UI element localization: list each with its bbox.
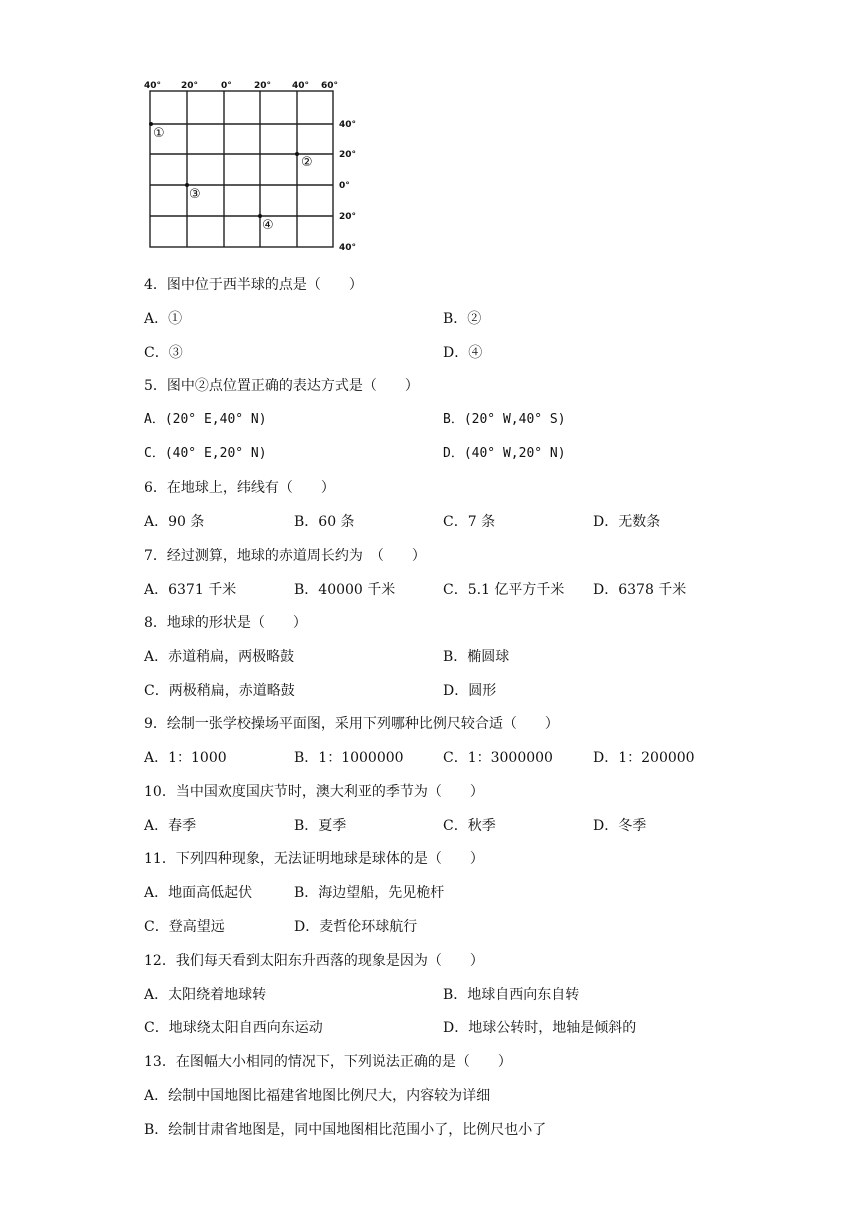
question-9-option-a[interactable]: A．1：1000 <box>144 750 227 766</box>
question-12-option-c[interactable]: C．地球绕太阳自西向东运动 <box>144 1020 323 1036</box>
question-6-option-d[interactable]: D．无数条 <box>593 514 661 530</box>
point-2-dot <box>295 152 299 156</box>
question-4-option-d[interactable]: D．④ <box>443 345 483 361</box>
right-label-20s: 20° <box>339 212 357 222</box>
question-5-option-b[interactable]: B．(20° W,40° S) <box>443 412 566 427</box>
question-4-option-b[interactable]: B．② <box>443 311 482 327</box>
question-11-option-b[interactable]: B．海边望船，先见桅杆 <box>294 885 445 901</box>
question-4-option-c[interactable]: C．③ <box>144 345 183 361</box>
question-8-option-a[interactable]: A．赤道稍扁，两极略鼓 <box>144 649 295 665</box>
right-label-40s: 40° <box>339 243 357 253</box>
top-label-20w: 20° <box>181 81 199 91</box>
question-11-option-c[interactable]: C．登高望远 <box>144 919 225 935</box>
question-7-stem: 7．经过测算，地球的赤道周长约为 （ ） <box>144 548 426 564</box>
question-8-stem: 8．地球的形状是（ ） <box>144 615 307 631</box>
top-label-0: 0° <box>221 81 232 91</box>
top-label-40w: 40° <box>144 81 162 91</box>
point-4-label: ④ <box>262 218 274 233</box>
question-12-option-a[interactable]: A．太阳绕着地球转 <box>144 987 267 1003</box>
right-label-40n: 40° <box>339 120 357 130</box>
question-12-stem: 12．我们每天看到太阳东升西落的现象是因为（ ） <box>144 953 484 969</box>
question-13-stem: 13．在图幅大小相同的情况下，下列说法正确的是（ ） <box>144 1054 512 1070</box>
question-10-option-c[interactable]: C．秋季 <box>443 818 496 834</box>
question-13-option-a[interactable]: A．绘制中国地图比福建省地图比例尺大，内容较为详细 <box>144 1088 491 1104</box>
question-11-option-a[interactable]: A．地面高低起伏 <box>144 885 253 901</box>
question-12-option-d[interactable]: D．地球公转时，地轴是倾斜的 <box>443 1020 637 1036</box>
question-4-option-a[interactable]: A．① <box>144 311 183 327</box>
point-1-label: ① <box>153 126 165 141</box>
question-9-stem: 9．绘制一张学校操场平面图，采用下列哪种比例尺较合适（ ） <box>144 716 559 732</box>
question-5-option-c[interactable]: C．(40° E,20° N) <box>144 446 267 461</box>
right-label-20n: 20° <box>339 150 357 160</box>
top-label-20e: 20° <box>254 81 272 91</box>
question-7-option-c[interactable]: C．5.1 亿平方千米 <box>443 582 565 598</box>
question-4-stem: 4．图中位于西半球的点是（ ） <box>144 277 363 293</box>
question-8-option-c[interactable]: C．两极稍扁，赤道略鼓 <box>144 683 295 699</box>
top-label-40e: 40° <box>292 81 310 91</box>
question-10-option-a[interactable]: A．春季 <box>144 818 197 834</box>
question-11-stem: 11．下列四种现象，无法证明地球是球体的是（ ） <box>144 851 484 867</box>
top-label-60e: 60° <box>321 81 339 91</box>
question-11-option-d[interactable]: D．麦哲伦环球航行 <box>294 919 418 935</box>
lat-long-grid-figure <box>140 76 370 261</box>
question-10-stem: 10．当中国欢度国庆节时，澳大利亚的季节为（ ） <box>144 784 484 800</box>
question-9-option-d[interactable]: D．1：200000 <box>593 750 695 766</box>
question-8-option-d[interactable]: D．圆形 <box>443 683 497 699</box>
question-5-option-a[interactable]: A．(20° E,40° N) <box>144 412 267 427</box>
question-10-option-d[interactable]: D．冬季 <box>593 818 647 834</box>
right-label-0: 0° <box>339 181 350 191</box>
question-7-option-a[interactable]: A．6371 千米 <box>144 582 237 598</box>
question-6-option-c[interactable]: C．7 条 <box>443 514 496 530</box>
question-6-stem: 6．在地球上，纬线有（ ） <box>144 480 335 496</box>
question-12-option-b[interactable]: B．地球自西向东自转 <box>443 987 580 1003</box>
question-5-stem: 5．图中②点位置正确的表达方式是（ ） <box>144 378 419 394</box>
question-10-option-b[interactable]: B．夏季 <box>294 818 347 834</box>
question-8-option-b[interactable]: B．椭圆球 <box>443 649 510 665</box>
question-7-option-d[interactable]: D．6378 千米 <box>593 582 687 598</box>
point-2-label: ② <box>301 155 313 170</box>
point-3-label: ③ <box>189 187 201 202</box>
question-6-option-b[interactable]: B．60 条 <box>294 514 355 530</box>
question-7-option-b[interactable]: B．40000 千米 <box>294 582 396 598</box>
question-13-option-b[interactable]: B．绘制甘肃省地图是，同中国地图相比范围小了，比例尺也小了 <box>144 1122 547 1138</box>
grid-svg <box>140 76 370 261</box>
question-6-option-a[interactable]: A．90 条 <box>144 514 205 530</box>
question-5-option-d[interactable]: D．(40° W,20° N) <box>443 446 566 461</box>
question-9-option-c[interactable]: C．1：3000000 <box>443 750 553 766</box>
question-9-option-b[interactable]: B．1：1000000 <box>294 750 404 766</box>
